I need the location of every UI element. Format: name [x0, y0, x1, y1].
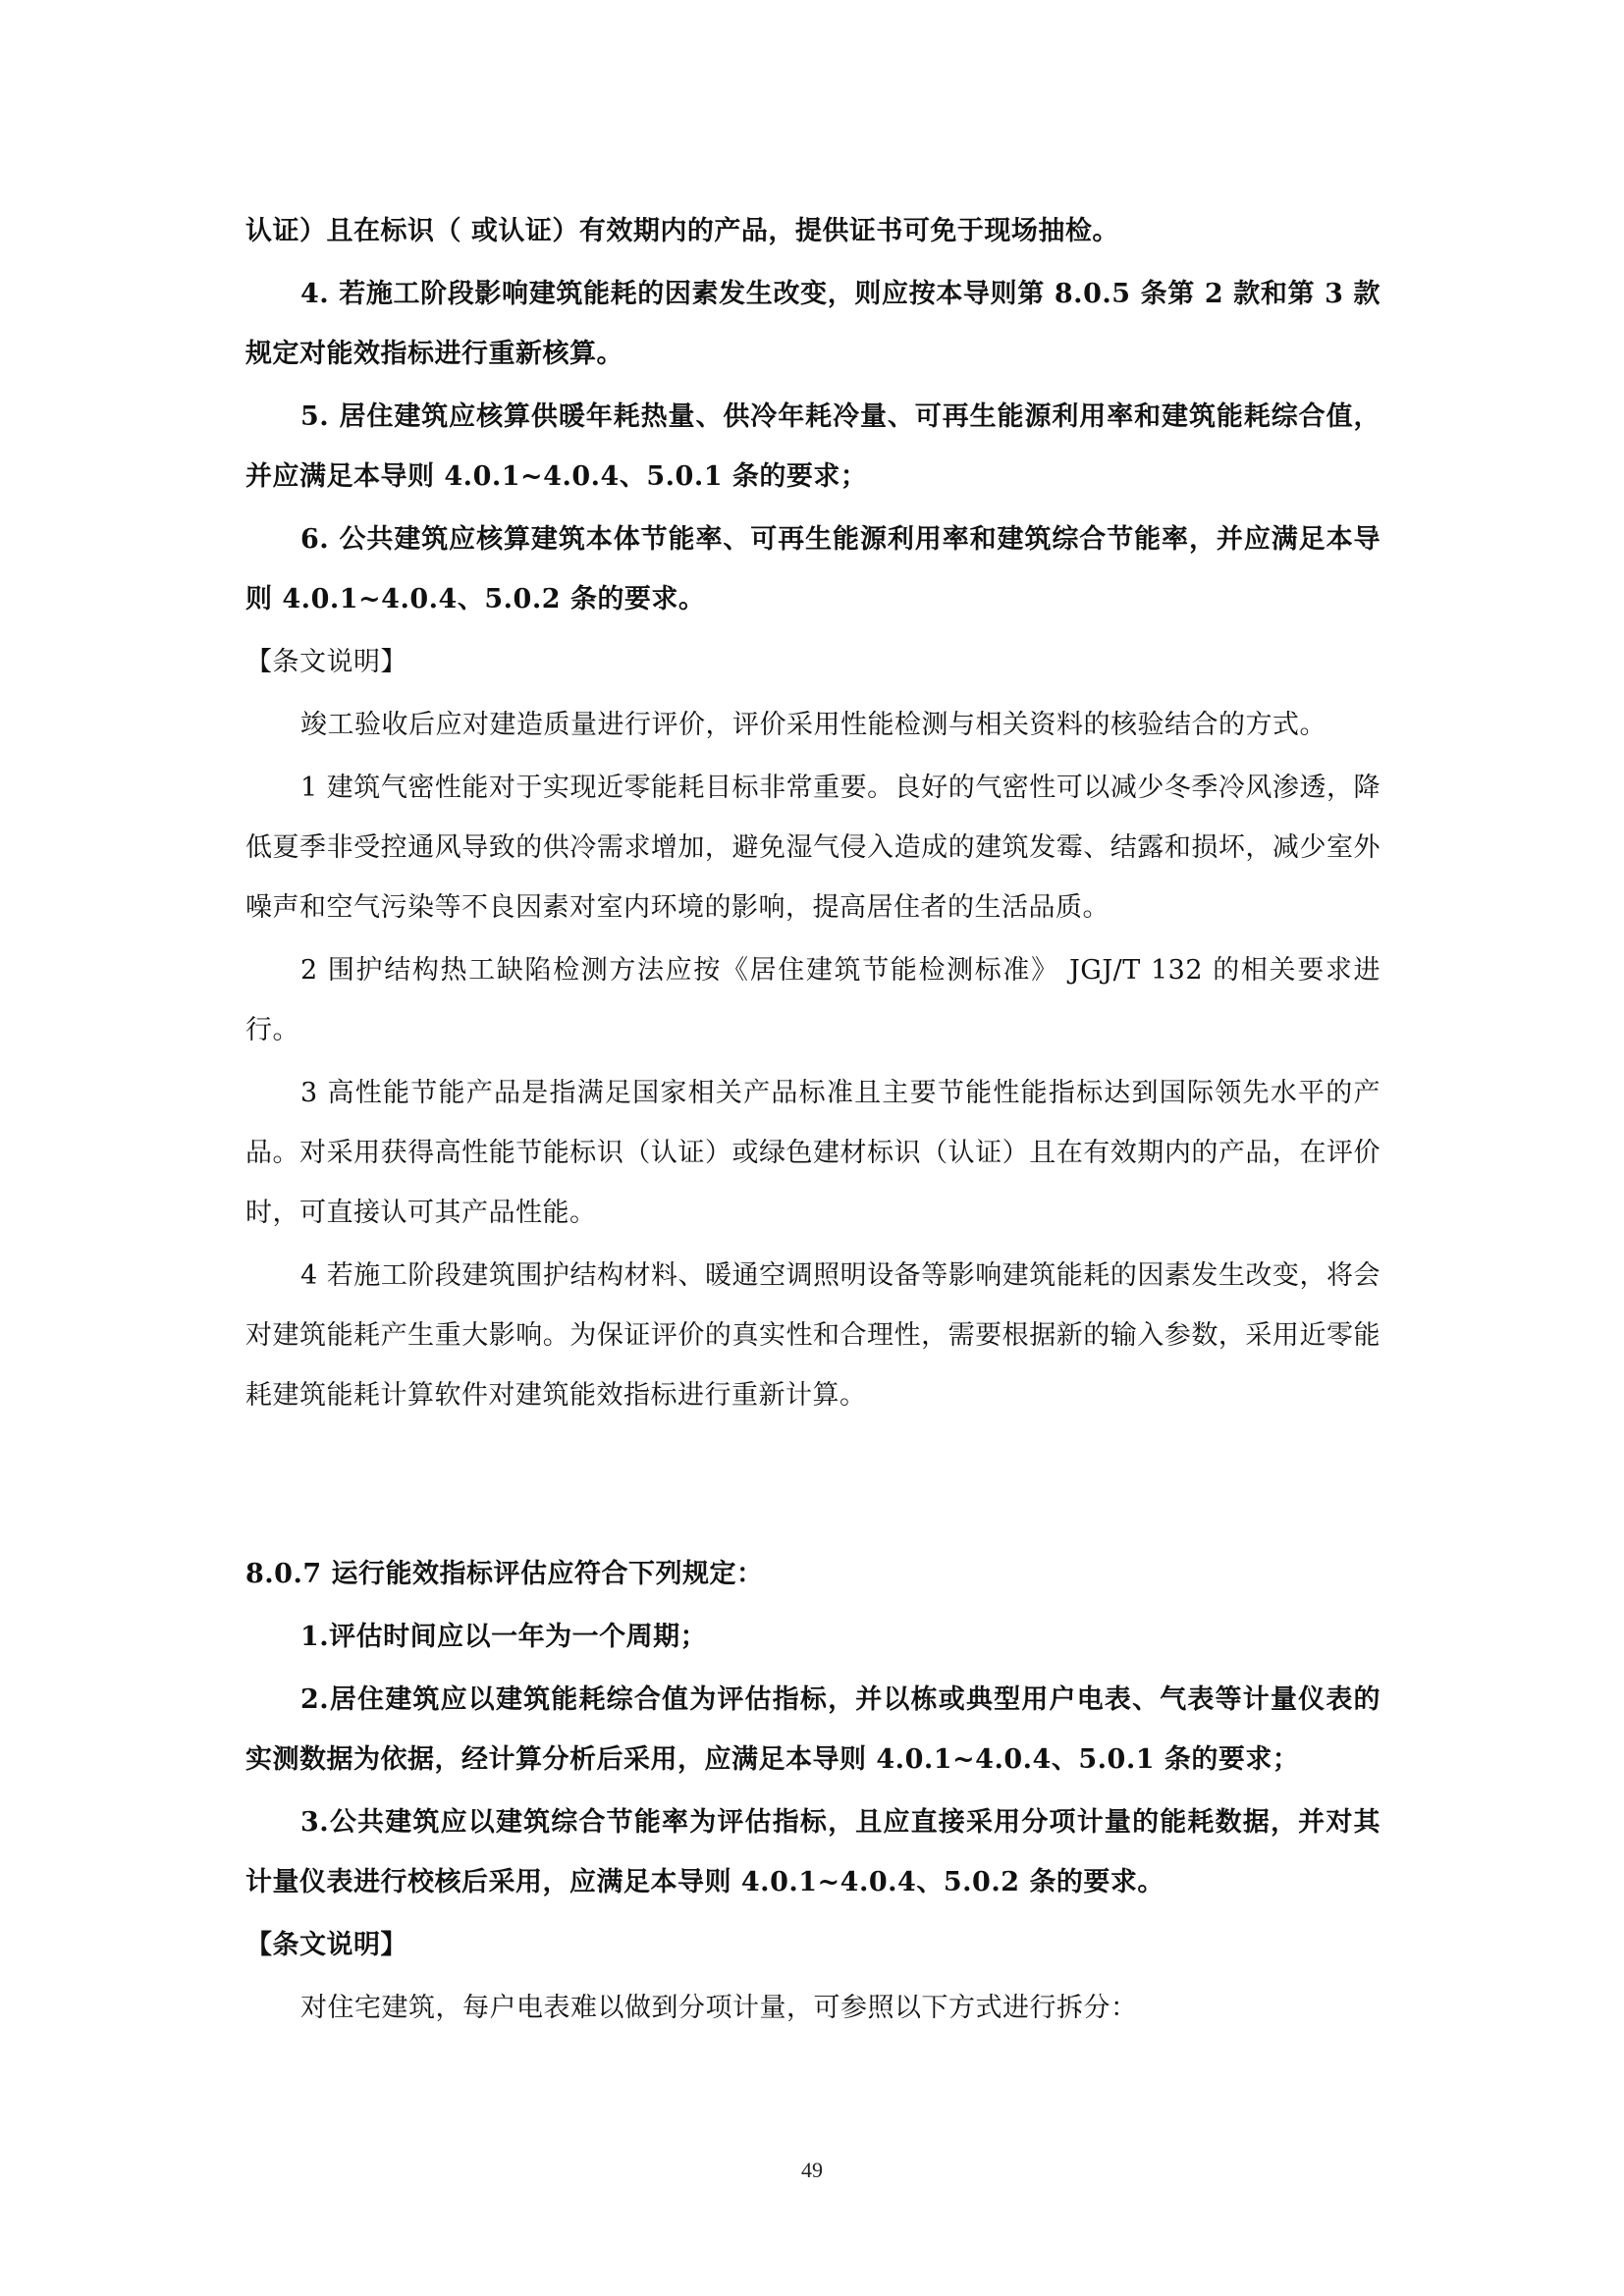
clause-item-4: 4. 若施工阶段影响建筑能耗的因素发生改变，则应按本导则第 8.0.5 条第 2 款和第 3 款规定对能效指标进行重新核算。 [245, 279, 1380, 369]
explanation-item-3: 3 高性能节能产品是指满足国家相关产品标准且主要节能性能指标达到国际领先水平的产品。对采用获得高性能节能标识（认证）或绿色建材标识（认证）且在有效期内的产品，在评价时，可直接认可其产品性能。 [245, 1078, 1380, 1228]
explanation-item-2: 2 围护结构热工缺陷检测方法应按《居住建筑节能检测标准》 JGJ/T 132 的相关要求进行。 [245, 955, 1380, 1045]
section-spacer [245, 1428, 1380, 1544]
explanation-intro: 竣工验收后应对建造质量进行评价，评价采用性能检测与相关资料的核验结合的方式。 [300, 710, 1326, 740]
explanation-intro-2: 对住宅建筑，每户电表难以做到分项计量，可参照以下方式进行拆分： [300, 1993, 1138, 2023]
explanation-item-4: 4 若施工阶段建筑围护结构材料、暖通空调照明设备等影响建筑能耗的因素发生改变，将会对建筑能耗产生重大影响。为保证评价的真实性和合理性，需要根据新的输入参数，采用近零能耗建筑能耗计算软件对建筑能效指标进行重新计算。 [245, 1260, 1380, 1411]
rule-item-1: 1.评估时间应以一年为一个周期； [300, 1622, 708, 1652]
explanation-item-1: 1 建筑气密性能对于实现近零能耗目标非常重要。良好的气密性可以减少冬季冷风渗透，降低夏季非受控通风导致的供冷需求增加，避免湿气侵入造成的建筑发霉、结露和损坏，减少室外噪声和空气污染等不良因素对室内环境的影响，提高居住者的生活品质。 [245, 773, 1380, 923]
page-body [245, 201, 1380, 2041]
rule-item-2: 2.居住建筑应以建筑能耗综合值为评估指标，并以栋或典型用户电表、气表等计量仪表的实测数据为依据，经计算分析后采用，应满足本导则 4.0.1~4.0.4、5.0.1 条的要求； [245, 1684, 1380, 1775]
rule-item-3: 3.公共建筑应以建筑综合节能率为评估指标，且应直接采用分项计量的能耗数据，并对其计量仪表进行校核后采用，应满足本导则 4.0.1~4.0.4、5.0.2 条的要求。 [245, 1807, 1380, 1897]
page-number: 49 [801, 2158, 823, 2182]
explanation-heading-2: 【条文说明】 [245, 1930, 407, 1960]
explanation-heading: 【条文说明】 [245, 647, 407, 677]
continued-paragraph: 认证）且在标识（ 或认证）有效期内的产品，提供证书可免于现场抽检。 [245, 216, 1119, 246]
clause-item-5: 5. 居住建筑应核算供暖年耗热量、供冷年耗冷量、可再生能源利用率和建筑能耗综合值，并应满足本导则 4.0.1~4.0.4、5.0.1 条的要求； [245, 401, 1380, 492]
clause-item-6: 6. 公共建筑应核算建筑本体节能率、可再生能源利用率和建筑综合节能率，并应满足本导则 4.0.1~4.0.4、5.0.2 条的要求。 [245, 524, 1380, 614]
section-title: 8.0.7 运行能效指标评估应符合下列规定： [245, 1559, 764, 1589]
